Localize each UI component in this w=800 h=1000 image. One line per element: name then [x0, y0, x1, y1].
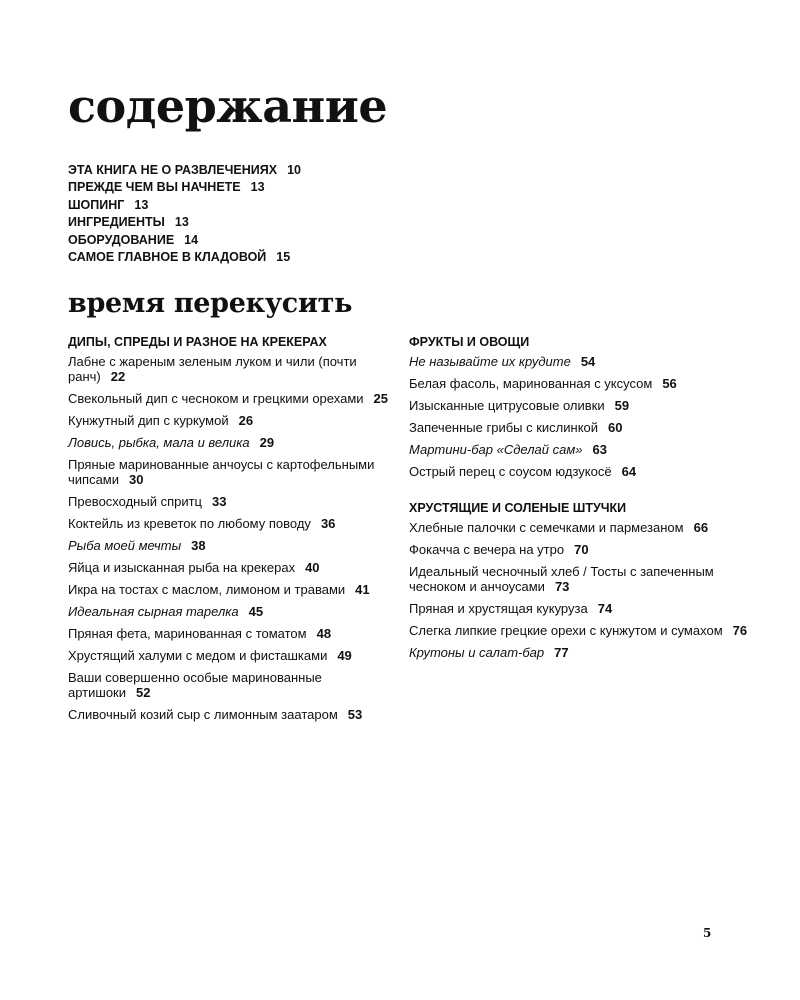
toc-entry-title: Фокачча с вечера на утро: [409, 542, 565, 557]
toc-entry-title: Мартини-бар «Сделай сам»: [409, 442, 583, 457]
toc-entry-page: 64: [621, 464, 637, 479]
intro-item: [68, 179, 301, 196]
toc-entry-title: Идеальный чесночный хлеб / Тосты с запеченным чесноком и анчоусами: [409, 564, 714, 594]
toc-entry-page: 54: [580, 354, 596, 369]
intro-item-page: 14: [184, 232, 199, 247]
toc-entry: [68, 457, 388, 487]
toc-entry: [68, 354, 388, 384]
toc-entry: [68, 604, 388, 619]
intro-item-page: 15: [276, 250, 291, 265]
left-column: [68, 334, 388, 729]
toc-entry-page: 33: [212, 494, 227, 509]
intro-item-title: ЭТА КНИГА НЕ О РАЗВЛЕЧЕНИЯХ: [68, 163, 278, 177]
toc-entry-page: 38: [191, 538, 206, 553]
toc-entry: [68, 560, 388, 575]
toc-entry: [68, 516, 388, 531]
toc-group: [409, 334, 749, 479]
toc-entry: [68, 670, 388, 700]
toc-entry: [409, 623, 749, 638]
toc-entry-title: Белая фасоль, маринованная с уксусом: [409, 376, 653, 391]
toc-entry: [409, 420, 749, 435]
toc-entry: [409, 564, 749, 594]
toc-entry-page: 56: [662, 376, 677, 391]
toc-entry-page: 77: [554, 645, 569, 660]
right-column: [409, 334, 749, 667]
intro-item-title: ИНГРЕДИЕНТЫ: [68, 215, 165, 230]
intro-item-page: 13: [250, 180, 265, 195]
toc-entry: [68, 707, 388, 722]
toc-entry: [409, 645, 749, 660]
toc-entry: [68, 648, 388, 663]
toc-entry-page: 22: [110, 369, 126, 384]
toc-entry: [68, 494, 388, 509]
group-heading: ХРУСТЯЩИЕ И СОЛЕНЫЕ ШТУЧКИ: [409, 501, 627, 515]
toc-entry-title: Острый перец с соусом юдзукосё: [409, 464, 612, 479]
group-heading: ФРУКТЫ И ОВОЩИ: [409, 335, 530, 349]
toc-entry-page: 60: [608, 420, 623, 435]
toc-entry-page: 76: [732, 623, 748, 638]
toc-entry-title: Превосходный спритц: [68, 494, 203, 509]
toc-entry-page: 53: [347, 707, 363, 722]
toc-entry-page: 26: [238, 413, 254, 428]
intro-item-page: 13: [134, 197, 149, 212]
toc-entry-page: 49: [337, 648, 352, 663]
toc-entry-title: Хрустящий халуми с медом и фисташками: [68, 648, 328, 663]
toc-entry-title: Сливочный козий сыр с лимонным заатаром: [68, 707, 338, 722]
toc-entry: [409, 520, 749, 535]
toc-entry-title: Идеальная сырная тарелка: [68, 604, 239, 619]
toc-entry-title: Свекольный дип с чесноком и грецкими орехами: [68, 391, 364, 406]
intro-list: [68, 162, 301, 266]
toc-entry-title: Ваши совершенно особые маринованные артишоки: [68, 670, 322, 700]
toc-entry-title: Запеченные грибы с кислинкой: [409, 420, 599, 435]
toc-entry-title: Крутоны и салат-бар: [409, 645, 545, 660]
toc-entry-page: 48: [316, 626, 332, 641]
toc-entry: [68, 391, 388, 406]
toc-entry-title: Кунжутный дип с куркумой: [68, 413, 229, 428]
toc-entry-page: 45: [248, 604, 264, 619]
intro-item: [68, 232, 301, 249]
toc-entry-page: 41: [355, 582, 370, 597]
toc-entry-title: Рыба моей мечты: [68, 538, 182, 553]
toc-entry: [68, 582, 388, 597]
toc-entry: [409, 464, 749, 479]
toc-entry: [409, 442, 749, 457]
toc-entry-title: Икра на тостах с маслом, лимоном и травами: [68, 582, 346, 597]
toc-entry-title: Ловись, рыбка, мала и велика: [68, 435, 250, 450]
toc-entry-title: Коктейль из креветок по любому поводу: [68, 516, 311, 531]
toc-entry: [409, 398, 749, 413]
toc-entry-page: 73: [554, 579, 570, 594]
toc-entry-page: 74: [597, 601, 613, 616]
intro-item: [68, 214, 301, 231]
toc-entry-page: 70: [574, 542, 589, 557]
section-title: время перекусить: [68, 288, 353, 319]
intro-item-title: САМОЕ ГЛАВНОЕ В КЛАДОВОЙ: [68, 250, 267, 265]
toc-entry: [68, 626, 388, 641]
intro-item-page: 10: [287, 163, 301, 177]
toc-entry-page: 29: [259, 435, 275, 450]
toc-entry-title: Лабне с жареным зеленым луком и чили (почти ранч): [68, 354, 357, 384]
toc-entry-page: 63: [592, 442, 607, 457]
toc-entry: [409, 376, 749, 391]
page-number: 5: [703, 926, 712, 940]
toc-entry: [68, 413, 388, 428]
group-heading: ДИПЫ, СПРЕДЫ И РАЗНОЕ НА КРЕКЕРАХ: [68, 335, 327, 349]
entry-list: [68, 354, 388, 722]
intro-item-title: ШОПИНГ: [68, 197, 125, 212]
toc-entry-page: 30: [129, 472, 144, 487]
toc-entry-title: Изысканные цитрусовые оливки: [409, 398, 605, 413]
toc-entry-page: 25: [373, 391, 388, 406]
toc-group: [68, 334, 388, 722]
toc-entry: [409, 542, 749, 557]
toc-entry-page: 40: [305, 560, 320, 575]
toc-entry-page: 59: [614, 398, 630, 413]
toc-group: [409, 500, 749, 660]
toc-entry-title: Пряная фета, маринованная с томатом: [68, 626, 307, 641]
toc-entry-page: 52: [136, 685, 151, 700]
entry-list: [409, 520, 749, 660]
intro-item: [68, 249, 301, 266]
toc-entry: [409, 354, 749, 369]
toc-entry-title: Слегка липкие грецкие орехи с кунжутом и сумахом: [409, 623, 723, 638]
toc-entry-title: Яйца и изысканная рыба на крекерах: [68, 560, 296, 575]
intro-item: [68, 197, 301, 214]
toc-entry: [68, 435, 388, 450]
intro-item: [68, 162, 301, 179]
intro-item-title: ОБОРУДОВАНИЕ: [68, 232, 175, 247]
toc-entry: [68, 538, 388, 553]
intro-item-title: ПРЕЖДЕ ЧЕМ ВЫ НАЧНЕТЕ: [68, 180, 241, 195]
toc-entry-title: Пряные маринованные анчоусы с картофельными чипсами: [68, 457, 375, 487]
entry-list: [409, 354, 749, 479]
toc-entry-title: Пряная и хрустящая кукуруза: [409, 601, 588, 616]
toc-entry-page: 66: [693, 520, 709, 535]
toc-entry: [409, 601, 749, 616]
toc-entry-title: Не называйте их крудите: [409, 354, 571, 369]
page-title: содержание: [68, 79, 388, 133]
toc-entry-title: Хлебные палочки с семечками и пармезаном: [409, 520, 684, 535]
intro-item-page: 13: [174, 215, 189, 230]
toc-entry-page: 36: [320, 516, 336, 531]
